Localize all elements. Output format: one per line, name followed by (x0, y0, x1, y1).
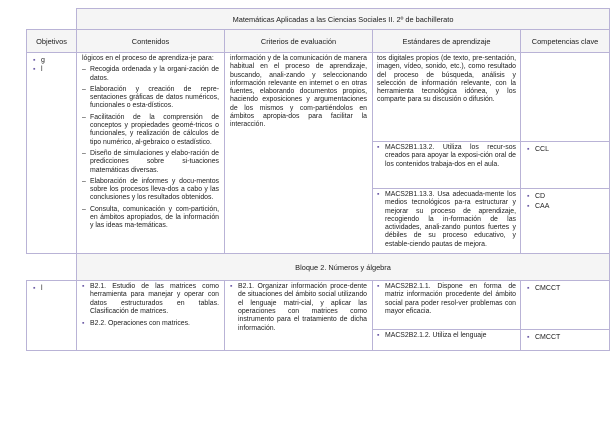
block2-estandar-2 (373, 330, 521, 351)
block1-estandar-1 (373, 53, 521, 142)
curriculum-table (26, 8, 610, 351)
block1-criterios (225, 53, 373, 254)
table-title: Matemáticas Aplicadas a las Ciencias Sociales II. 2º de bachillerato (77, 9, 610, 30)
competencia-item: ▪ CCL (527, 146, 609, 153)
list-item: – Consulta, comunicación y com-partición, en ámbitos apropiados, de la información y las ideas ma-temáticas. (82, 206, 219, 231)
objetivo-item: ▪ l (33, 66, 76, 75)
header-objetivos: Objetivos (27, 30, 77, 53)
block2-objetivos (27, 281, 77, 351)
estandar-text: ▪ MACS2B2.1.1. Dispone en forma de matriz información procedente del ámbito social para poder resol-ver problemas con mayor eficacia. (377, 283, 516, 316)
contenidos-intro: lógicos en el proceso de aprendiza-je para: (82, 55, 214, 62)
list-item: – Elaboración de informes y docu-mentos sobre los procesos lleva-dos a cabo y las conclusiones y los resultados obtenidos. (82, 178, 219, 203)
competencia-item: ▪ CAA (527, 203, 609, 210)
criterio-text: ▪ B2.1. Organizar información proce-dente de situaciones del ámbito social utilizando el lenguaje matri-cial, y aplicar las operaciones con matrices como instrumento para el tratamiento de dicha información. (230, 283, 367, 333)
block2-competencias-1 (521, 281, 610, 330)
list-item: ▪ B2.1. Estudio de las matrices como herramienta para manejar y operar con datos estructurados en tablas. Clasificación de matrices. (82, 283, 219, 316)
estandar-text: ▪ MACS2B2.1.2. Utiliza el lenguaje (377, 332, 516, 340)
competencia-item: ▪ CMCCT (527, 334, 609, 341)
block1-contenidos (77, 53, 225, 254)
list-item: – Recogida ordenada y la organi-zación de datos. (82, 66, 219, 83)
block1-competencias-2 (521, 142, 610, 189)
estandar-text: ▪ MACS2B1.13.2. Utiliza los recur-sos creados para apoyar la exposi-ción oral de los contenidos trabaja-dos en el aula. (377, 144, 516, 169)
header-contenidos: Contenidos (77, 30, 225, 53)
block2-estandar-1 (373, 281, 521, 330)
block2-title: Bloque 2. Números y álgebra (77, 254, 610, 281)
block2-criterios (225, 281, 373, 351)
block2-contenidos (77, 281, 225, 351)
block2-competencias-2 (521, 330, 610, 351)
header-competencias: Competencias clave (521, 30, 610, 53)
list-item: – Facilitación de la comprensión de conceptos y propiedades geomé-tricos o funcionales, y realización de cálculos de tipo numérico, al-gebraico o estadístico. (82, 114, 219, 147)
criterio-text: información y de la comunicación de manera habitual en el proceso de aprendizaje, buscando, anali-zando y seleccionando información relevante en internet o en otras fuentes, elaborando documentos propios, haciendo exposiciones y argumentaciones de los mismos y com-partiéndolos en ámbitos apropia-dos para facilitar la interacción. (230, 55, 367, 129)
list-item: – Elaboración y creación de repre-sentaciones gráficas de datos numéricos, funcionales o esta-dísticos. (82, 86, 219, 111)
estandar-text: ▪ MACS2B1.13.3. Usa adecuada-mente los medios tecnológicos pa-ra estructurar y mejorar su proceso de aprendizaje, recogiendo la in-formación de las actividades, anali-zando puntos fuertes y débiles de su proceso educativo, y estable-ciendo pautas de mejora. (377, 191, 516, 249)
header-estandares: Estándares de aprendizaje (373, 30, 521, 53)
competencia-item: ▪ CD (527, 193, 609, 200)
objetivo-item: ▪ l (33, 285, 76, 294)
list-item: – Diseño de simulaciones y elabo-ración de predicciones sobre si-tuaciones matemáticas diversas. (82, 150, 219, 175)
header-criterios: Criterios de evaluación (225, 30, 373, 53)
block1-estandar-3 (373, 189, 521, 254)
block1-estandar-2 (373, 142, 521, 189)
estandar-text: tos digitales propios (de texto, pre-sentación, imagen, vídeo, sonido, etc.), como resultado del proceso de búsqueda, análisis y selección de información relevante, con la herramienta tecnológica idónea, y los comparte para su discusión o difusión. (377, 55, 516, 104)
competencia-item: ▪ CMCCT (527, 285, 609, 292)
block1-competencias-1 (521, 53, 610, 142)
list-item: ▪ B2.2. Operaciones con matrices. (82, 320, 219, 328)
block1-competencias-3 (521, 189, 610, 254)
objetivo-item: ▪ g (33, 57, 76, 66)
block1-objetivos (27, 53, 77, 254)
